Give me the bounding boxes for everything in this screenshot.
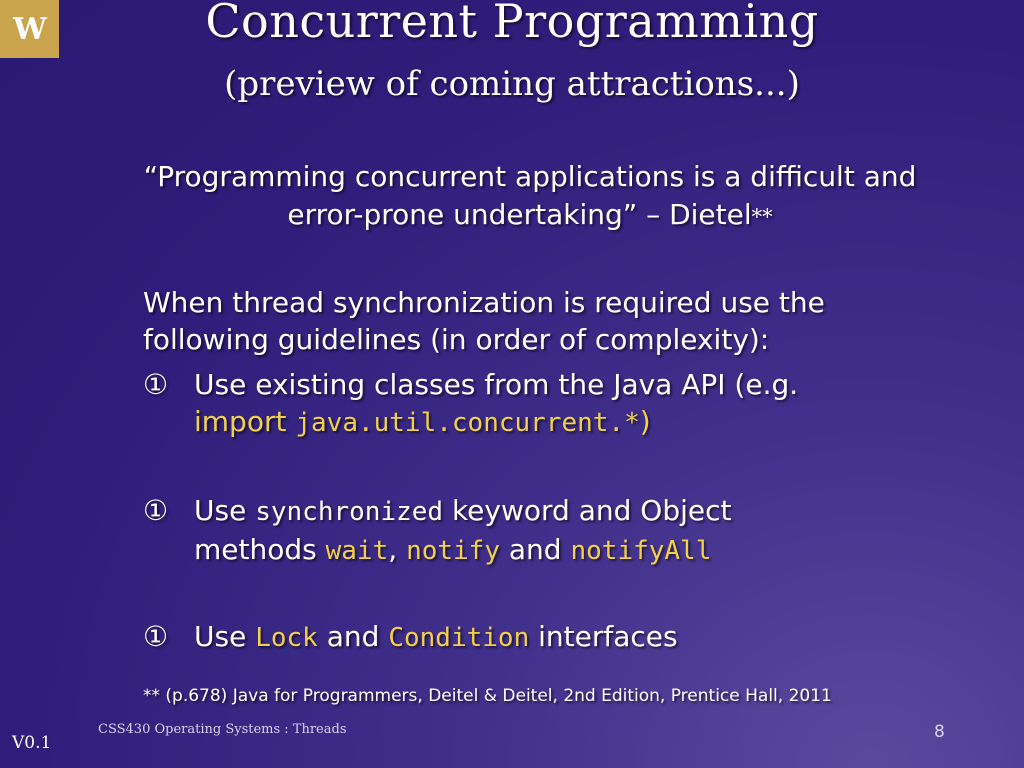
- code-wait: wait: [325, 536, 389, 566]
- slide-subtitle: (preview of coming attractions...): [224, 64, 800, 104]
- item-text: interfaces: [538, 620, 678, 653]
- item-text: Use existing classes from the Java API (e.g.: [194, 368, 799, 401]
- quote: [140, 158, 920, 236]
- slide-title: Concurrent Programming: [205, 0, 819, 48]
- code-notify: notify: [406, 536, 500, 566]
- version-label: V0.1: [12, 733, 52, 753]
- guidelines-intro: When thread synchronization is required use the following guidelines (in order of complexity):: [143, 286, 825, 356]
- item-text: ,: [388, 533, 398, 566]
- item-text: keyword and Object: [451, 494, 732, 527]
- code-lock: Lock: [255, 623, 318, 653]
- item-text: and: [508, 533, 562, 566]
- list-marker: ①: [143, 368, 169, 401]
- item-text: Use: [194, 494, 247, 527]
- list-marker: ①: [143, 494, 169, 527]
- list-item: [143, 366, 903, 442]
- footnote: ** (p.678) Java for Programmers, Deitel & Deitel, 2nd Edition, Prentice Hall, 2011: [143, 686, 832, 706]
- close-paren: ): [639, 405, 651, 438]
- item-text: and: [326, 620, 380, 653]
- code-condition: Condition: [388, 623, 530, 653]
- code-package: java.util.concurrent.*: [295, 408, 640, 438]
- code-synchronized: synchronized: [255, 497, 444, 527]
- footer-course: CSS430 Operating Systems : Threads: [98, 722, 347, 737]
- svg-text:W: W: [12, 14, 47, 44]
- import-keyword: import: [194, 405, 287, 438]
- page-number: 8: [934, 722, 945, 742]
- item-text: methods: [194, 533, 317, 566]
- quote-text: “Programming concurrent applications is a difficult and error-prone undertaking” – Dietel: [143, 160, 917, 231]
- list-item: [143, 492, 903, 570]
- code-notifyall: notifyAll: [570, 536, 712, 566]
- quote-stars: **: [751, 205, 773, 229]
- item-text: Use: [194, 620, 247, 653]
- list-item: [143, 618, 903, 657]
- list-marker: ①: [143, 620, 169, 653]
